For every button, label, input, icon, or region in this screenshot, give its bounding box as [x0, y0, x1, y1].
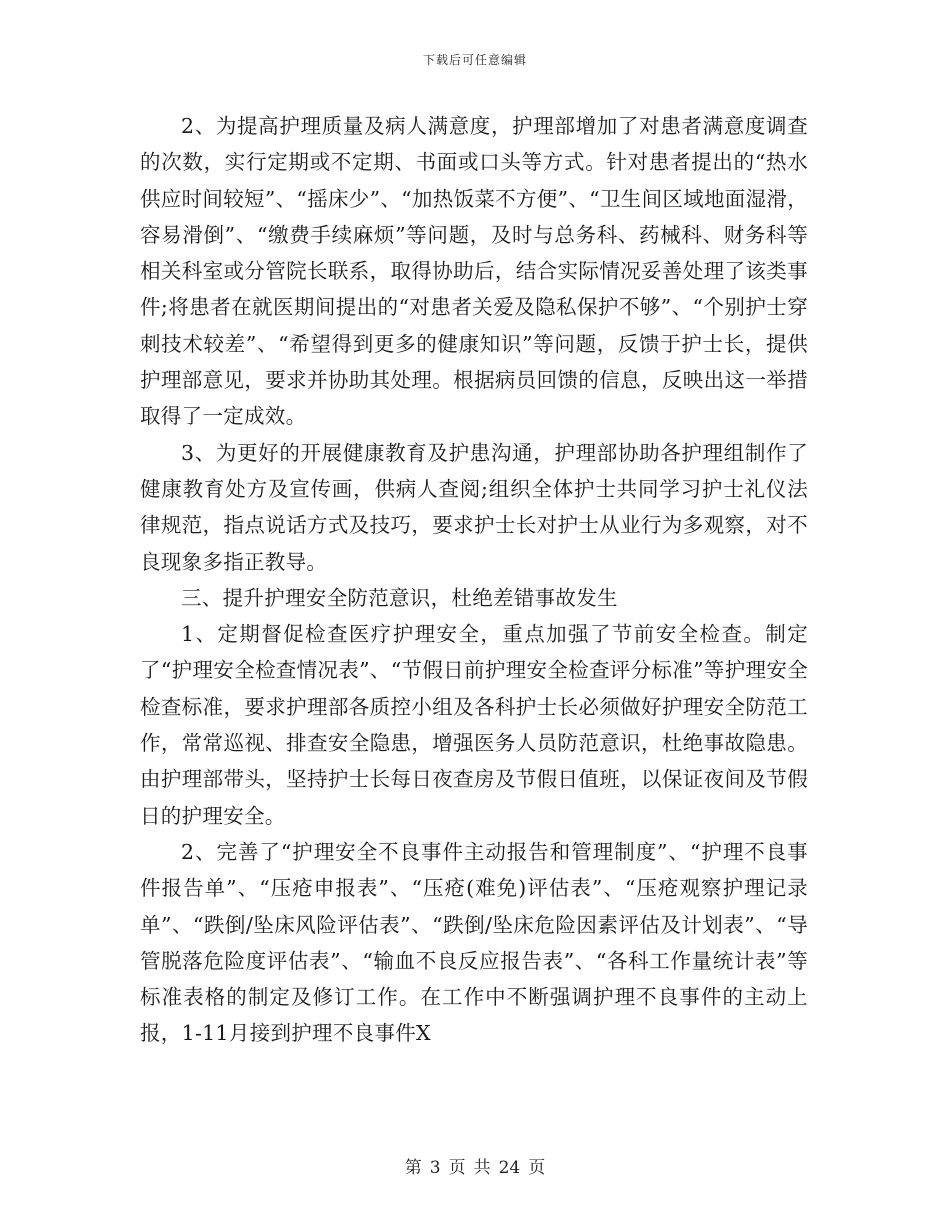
paragraph-safety-inspection: 1、定期督促检查医疗护理安全，重点加强了节前安全检查。制定了“护理安全检查情况表”、“节假日前护理安全检查评分标准”等护理安全检查标准，要求护理部各质控小组及各科护士长必须做好护理安全防范工作，常常巡视、排查安全隐患，增强医务人员防范意识，杜绝事故隐患。由护理部带头，坚持护士长每日夜查房及节假日值班，以保证夜间及节假日的护理安全。: [140, 622, 808, 828]
paragraph-health-education: 3、为更好的开展健康教育及护患沟通，护理部协助各护理组制作了健康教育处方及宣传画，供病人查阅;组织全体护士共同学习护士礼仪法律规范，指点说话方式及技巧，要求护士长对护士从业行为多观察，对不良现象多指正教导。: [140, 440, 808, 574]
page-header-note: 下载后可任意编辑: [422, 53, 527, 67]
page-mid: 页: [448, 1158, 466, 1178]
document-body: [140, 108, 808, 1052]
page-number: 3: [429, 1158, 441, 1178]
page-suffix: 页: [528, 1158, 546, 1178]
page-prefix: 第: [404, 1158, 422, 1178]
total-prefix: 共: [473, 1158, 491, 1178]
page-footer: [0, 1153, 950, 1178]
total-pages: 24: [498, 1158, 521, 1178]
section-heading-safety: 三、提升护理安全防范意识，杜绝差错事故发生: [181, 585, 618, 610]
paragraph-satisfaction-survey: 2、为提高护理质量及病人满意度，护理部增加了对患者满意度调查的次数，实行定期或不定期、书面或口头等方式。针对患者提出的“热水供应时间较短”、“摇床少”、“加热饭菜不方便”、“卫生间区域地面湿滑，容易滑倒”、“缴费手续麻烦”等问题，及时与总务科、药械科、财务科等相关科室或分管院长联系，取得协助后，结合实际情况妥善处理了该类事件;将患者在就医期间提出的“对患者关爱及隐私保护不够”、“个别护士穿刺技术较差”、“希望得到更多的健康知识”等问题，反馈于护士长，提供护理部意见，要求并协助其处理。根据病员回馈的信息，反映出这一举措取得了一定成效。: [140, 114, 808, 429]
paragraph-adverse-event-forms: 2、完善了“护理安全不良事件主动报告和管理制度”、“护理不良事件报告单”、“压疮申报表”、“压疮(难免)评估表”、“压疮观察护理记录单”、“跌倒/坠床风险评估表”、“跌倒/坠床危险因素评估及计划表”、“导管脱落危险度评估表”、“输血不良反应报告表”、“各科工作量统计表”等标准表格的制定及修订工作。在工作中不断强调护理不良事件的主动上报，1-11月接到护理不良事件X: [140, 839, 808, 1046]
